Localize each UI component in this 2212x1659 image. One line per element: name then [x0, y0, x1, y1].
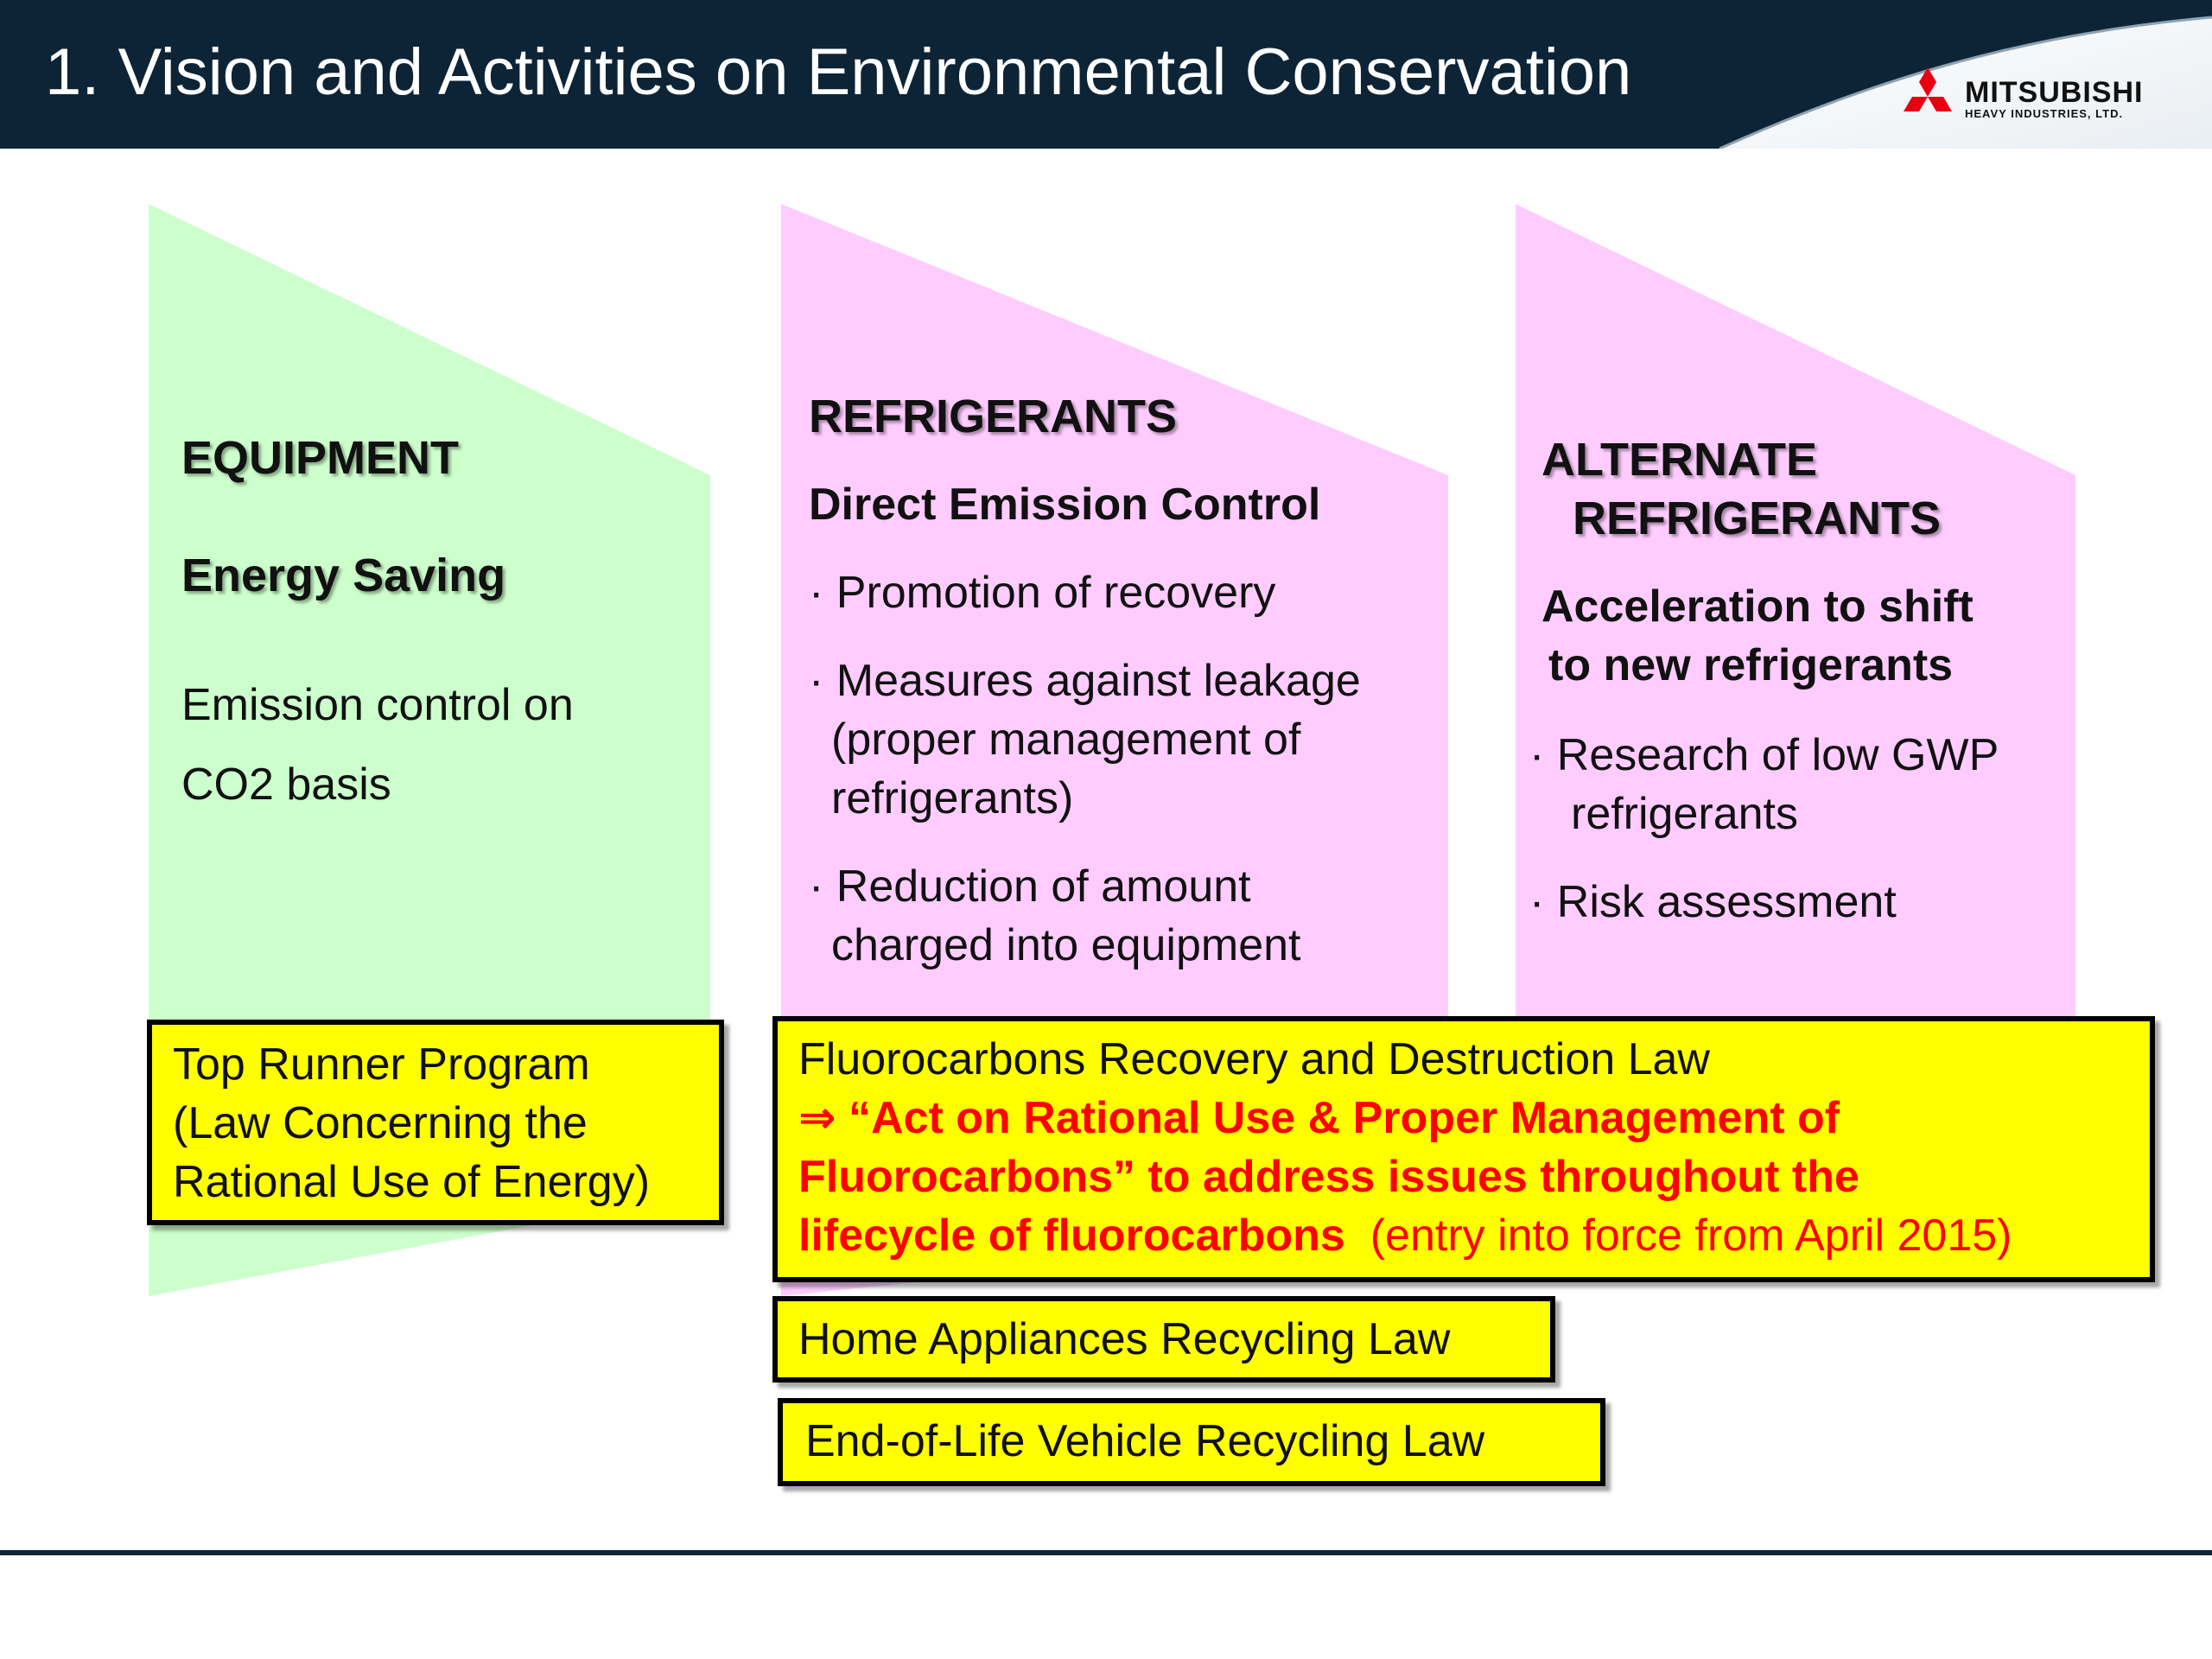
bullet-reduction-of-amount: · Reduction of amount — [809, 861, 1251, 912]
heading-line: REFRIGERANTS — [1573, 493, 1942, 544]
alternate-refrigerants-heading — [1541, 430, 1941, 548]
bullet-risk-assessment: · Risk assessment — [1529, 877, 1897, 927]
bottom-divider — [0, 1550, 2212, 1555]
logo-subtitle: HEAVY INDUSTRIES, LTD. — [1965, 107, 2124, 120]
bullet-promotion-of-recovery: · Promotion of recovery — [809, 568, 1276, 618]
top-runner-program-box — [147, 1020, 724, 1225]
bullet-continuation-line: refrigerants) — [831, 773, 1074, 823]
heading-line: ALTERNATE — [1541, 434, 1817, 486]
home-appliances-recycling-law: Home Appliances Recycling Law — [798, 1314, 1451, 1364]
refrigerants-heading: REFRIGERANTS — [809, 391, 1178, 442]
equipment-description — [181, 665, 574, 824]
fluorocarbons-law-box — [772, 1016, 2155, 1282]
subheading-line: Acceleration to shift — [1541, 582, 1974, 632]
equipment-description-line: Emission control on — [181, 680, 574, 730]
bullet-continuation-line: refrigerants — [1571, 789, 1798, 839]
equipment-description-line: CO2 basis — [181, 760, 391, 810]
end-of-life-vehicle-recycling-law-box — [778, 1398, 1605, 1486]
energy-saving-subheading: Energy Saving — [181, 550, 506, 601]
page-title: 1. Vision and Activities on Environmental Conservation — [45, 35, 1632, 109]
act-on-rational-use-line: Fluorocarbons” to address issues throughout the — [798, 1152, 1859, 1202]
alternate-bullet-list — [1529, 726, 1999, 931]
end-of-life-vehicle-recycling-law: End-of-Life Vehicle Recycling Law — [805, 1416, 1485, 1466]
subheading-line: to new refrigerants — [1548, 640, 1954, 690]
bullet-continuation-line: charged into equipment — [831, 920, 1301, 970]
refrigerants-bullet-list — [809, 563, 1361, 975]
acceleration-subheading — [1541, 577, 1974, 695]
equipment-heading: EQUIPMENT — [181, 432, 460, 484]
direct-emission-control-subheading: Direct Emission Control — [809, 480, 1321, 530]
act-on-rational-use-line: ⇒ “Act on Rational Use & Proper Management of — [798, 1093, 1840, 1143]
law-box-line: (Law Concerning the — [173, 1098, 588, 1148]
entry-into-force-note: (entry into force from April 2015) — [1370, 1211, 2012, 1261]
bullet-measures-against-leakage: · Measures against leakage — [809, 656, 1361, 706]
home-appliances-recycling-law-box — [772, 1296, 1555, 1382]
logo-name: MITSUBISHI — [1965, 76, 2144, 109]
fluorocarbons-recovery-law: Fluorocarbons Recovery and Destruction Law — [798, 1034, 1710, 1084]
bullet-research-low-gwp: · Research of low GWP — [1529, 730, 1999, 780]
bullet-continuation-line: (proper management of — [831, 715, 1301, 765]
law-box-line: Top Runner Program — [173, 1039, 590, 1090]
law-box-line: Rational Use of Energy) — [173, 1157, 651, 1207]
act-on-rational-use-line — [798, 1206, 2129, 1265]
lifecycle-of-fluorocarbons-text: lifecycle of fluorocarbons — [798, 1211, 1345, 1261]
